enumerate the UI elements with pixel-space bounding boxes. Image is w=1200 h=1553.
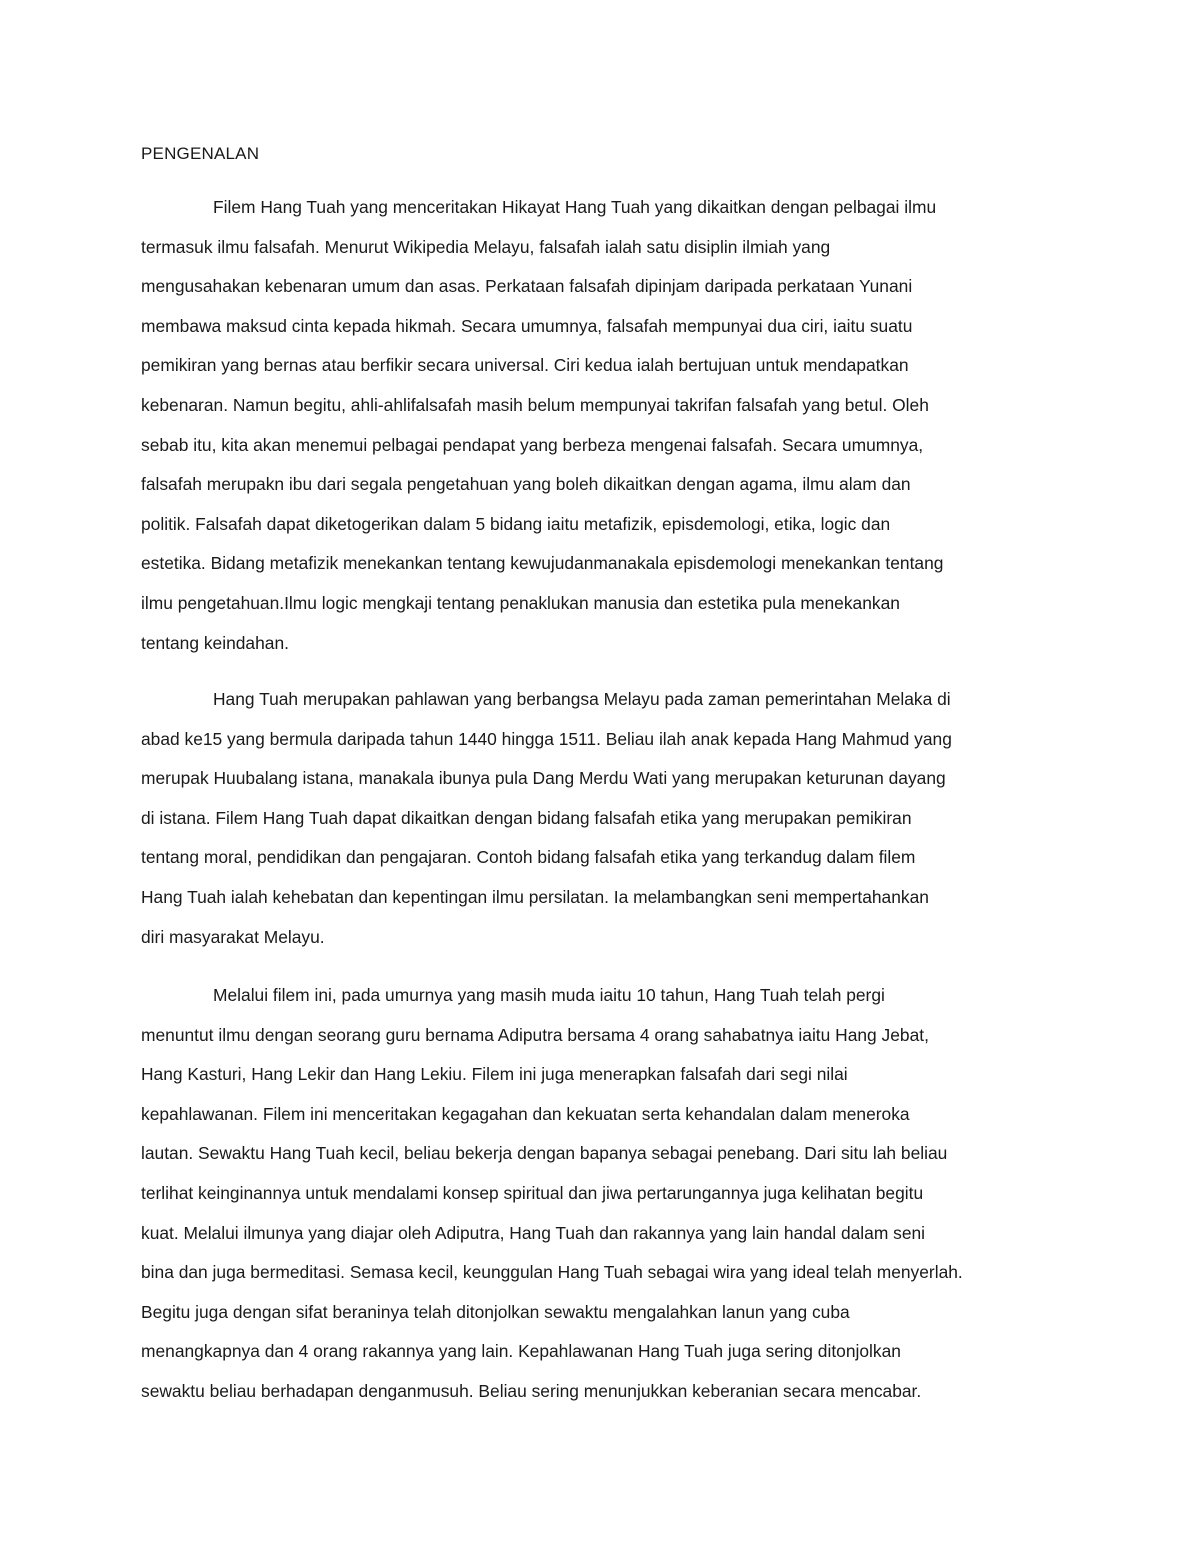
paragraph-line: Hang Kasturi, Hang Lekir dan Hang Lekiu. Filem ini juga menerapkan falsafah dari segi nilai <box>141 1064 848 1085</box>
paragraph-line: sebab itu, kita akan menemui pelbagai pendapat yang berbeza mengenai falsafah. Secara umumnya, <box>141 434 924 455</box>
paragraph-hang-tuah-background <box>141 680 1066 957</box>
paragraph-filem-nilai <box>141 976 1066 1412</box>
paragraph-introduction <box>141 188 1066 663</box>
paragraph-line: menangkapnya dan 4 orang rakannya yang lain. Kepahlawanan Hang Tuah juga sering ditonjolkan <box>141 1341 901 1362</box>
paragraph-line: Hang Tuah merupakan pahlawan yang berbangsa Melayu pada zaman pemerintahan Melaka di <box>213 689 951 709</box>
paragraph-line: Melalui filem ini, pada umurnya yang masih muda iaitu 10 tahun, Hang Tuah telah pergi <box>213 985 885 1005</box>
paragraph-line: sewaktu beliau berhadapan denganmusuh. Beliau sering menunjukkan keberanian secara mencabar. <box>141 1380 922 1401</box>
paragraph-line: diri masyarakat Melayu. <box>141 926 325 947</box>
paragraph-line: merupak Huubalang istana, manakala ibunya pula Dang Merdu Wati yang merupakan keturunan dayang <box>141 768 946 789</box>
paragraph-line: estetika. Bidang metafizik menekankan tentang kewujudanmanakala episdemologi menekankan tentang <box>141 553 944 574</box>
paragraph-line: terlihat keinginannya untuk mendalami konsep spiritual dan jiwa pertarungannya juga kelihatan begitu <box>141 1182 924 1203</box>
paragraph-line: ilmu pengetahuan.Ilmu logic mengkaji tentang penaklukan manusia dan estetika pula menekankan <box>141 592 900 613</box>
paragraph-line: Begitu juga dengan sifat beraninya telah ditonjolkan sewaktu mengalahkan lanun yang cuba <box>141 1301 850 1322</box>
paragraph-line: kepahlawanan. Filem ini menceritakan kegagahan dan kekuatan serta kehandalan dalam meneroka <box>141 1103 910 1124</box>
paragraph-line: membawa maksud cinta kepada hikmah. Secara umumnya, falsafah mempunyai dua ciri, iaitu suatu <box>141 315 913 336</box>
paragraph-line: menuntut ilmu dengan seorang guru bernama Adiputra bersama 4 orang sahabatnya iaitu Hang Jebat, <box>141 1024 929 1045</box>
paragraph-line: falsafah merupakn ibu dari segala pengetahuan yang boleh dikaitkan dengan agama, ilmu alam dan <box>141 474 911 495</box>
paragraph-line: politik. Falsafah dapat diketogerikan dalam 5 bidang iaitu metafizik, episdemologi, etika, logic dan <box>141 513 891 534</box>
paragraph-line: tentang keindahan. <box>141 632 289 653</box>
paragraph-line: kuat. Melalui ilmunya yang diajar oleh Adiputra, Hang Tuah dan rakannya yang lain handal dalam seni <box>141 1222 926 1243</box>
paragraph-line: di istana. Filem Hang Tuah dapat dikaitkan dengan bidang falsafah etika yang merupakan pemikiran <box>141 807 912 828</box>
paragraph-line: mengusahakan kebenaran umum dan asas. Perkataan falsafah dipinjam daripada perkataan Yunani <box>141 276 913 297</box>
paragraph-line: pemikiran yang bernas atau berfikir secara universal. Ciri kedua ialah bertujuan untuk mendapatkan <box>141 355 909 376</box>
paragraph-line: Hang Tuah ialah kehebatan dan kepentingan ilmu persilatan. Ia melambangkan seni mempertahankan <box>141 886 929 907</box>
paragraph-line: lautan. Sewaktu Hang Tuah kecil, beliau bekerja dengan bapanya sebagai penebang. Dari situ lah beliau <box>141 1143 948 1164</box>
paragraph-line: termasuk ilmu falsafah. Menurut Wikipedia Melayu, falsafah ialah satu disiplin ilmiah yang <box>141 236 831 257</box>
paragraph-line: tentang moral, pendidikan dan pengajaran. Contoh bidang falsafah etika yang terkandug dalam filem <box>141 847 916 868</box>
paragraph-line: kebenaran. Namun begitu, ahli-ahlifalsafah masih belum mempunyai takrifan falsafah yang betul. Oleh <box>141 394 929 415</box>
paragraph-line: bina dan juga bermeditasi. Semasa kecil, keunggulan Hang Tuah sebagai wira yang ideal telah menyerlah. <box>141 1262 963 1283</box>
paragraph-line: Filem Hang Tuah yang menceritakan Hikayat Hang Tuah yang dikaitkan dengan pelbagai ilmu <box>213 197 937 217</box>
paragraph-line: abad ke15 yang bermula daripada tahun 1440 hingga 1511. Beliau ilah anak kepada Hang Mahmud yang <box>141 728 952 749</box>
document-heading: PENGENALAN <box>141 144 260 163</box>
